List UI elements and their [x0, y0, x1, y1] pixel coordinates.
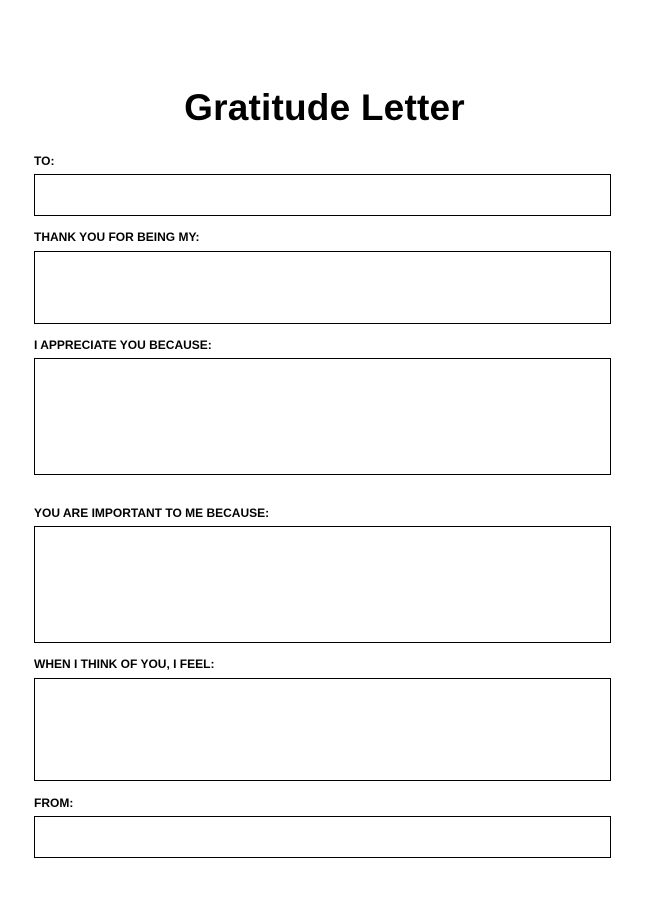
from-field[interactable]: [34, 816, 611, 858]
to-field[interactable]: [34, 174, 611, 216]
appreciate-field[interactable]: [34, 358, 611, 475]
feel-label: WHEN I THINK OF YOU, I FEEL:: [34, 657, 215, 671]
from-label: FROM:: [34, 796, 74, 810]
feel-field[interactable]: [34, 678, 611, 781]
appreciate-label: I APPRECIATE YOU BECAUSE:: [34, 338, 212, 352]
important-field[interactable]: [34, 526, 611, 643]
important-label: YOU ARE IMPORTANT TO ME BECAUSE:: [34, 506, 270, 520]
to-label: TO:: [34, 154, 55, 168]
thank-you-field[interactable]: [34, 251, 611, 324]
thank-you-label: THANK YOU FOR BEING MY:: [34, 230, 200, 244]
page-title: Gratitude Letter: [184, 87, 465, 128]
